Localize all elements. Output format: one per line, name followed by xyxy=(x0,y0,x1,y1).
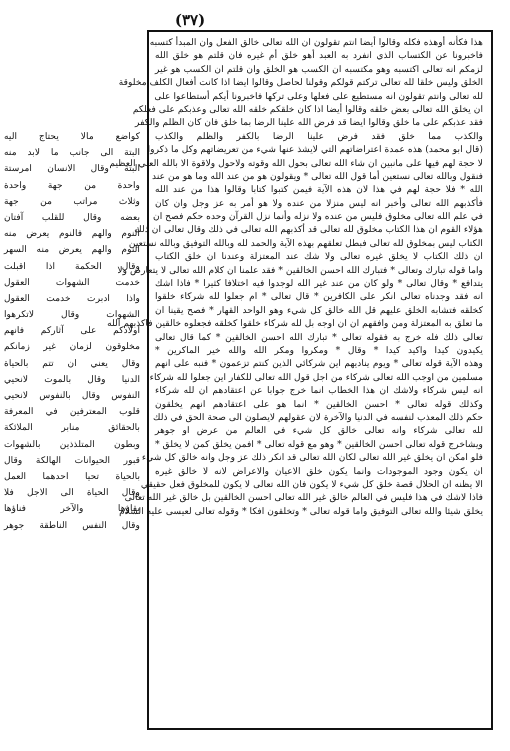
margin-text-line: كواضع مالا يحتاج اليه xyxy=(4,131,140,142)
main-text-line: فاخبرونا عن الكتساب الذي انفرد به العبد أهو خلق أم غيره فان قلتم هو خلق الله xyxy=(155,50,483,62)
main-text-line: الكتاب ليس بمخلوق لله تعالى فبطل تعلقهم بهذه الآية والحمد لله وبالله التوفيق وبالله نستعين xyxy=(128,237,483,249)
main-text-line: لا حجة لهم فيها على مانبين ان شاء الله تعالى بحول الله وقوته ولاحول ولاقوة الا بالله العلي العظيم xyxy=(109,157,483,169)
margin-text-line: وثلاث مراتب من جهة xyxy=(4,195,140,207)
margin-text-line: البتة الى جانب ما لابد منه xyxy=(4,147,140,159)
main-text-line: هؤلاء القوم ان هذا الكتاب مخلوق لله تعالى قد أكذبهم الله تعالى في ذلك وقال تعالى ان ذلك xyxy=(134,224,483,236)
margin-text-line: وقال النفس الناطقة جوهر xyxy=(4,519,140,531)
main-text-line: فقد عذبكم على ما خلق وقالوا ايضا قد فرض الله علينا الرضا بما خلق فان كان الظلم والكفر xyxy=(135,117,483,129)
main-text-line: حكم ذلك المعذب لنفسه في الدنيا والآخرة لان عقولهم لايصلون الى صحة الحق في ذلك xyxy=(152,411,483,423)
margin-text-line: النفوس وقال بالنفوس لانحيي xyxy=(4,390,140,401)
margin-text-line: بقاؤها والآخر فناؤها xyxy=(4,503,140,515)
margin-text-line: الدنيا وقال بالموت لانحيي xyxy=(4,373,140,385)
main-text-line: فأكذبهم الله تعالى وأخبر انه ليس منزلا من عنده ولا هو أمر به عز وجل وان كان xyxy=(155,197,483,209)
main-text-line: انه ليس شركاء ولاشك ان هذا الخطاب انما خرج جوابا عن اعتقادهم ان لله شركاء xyxy=(155,385,483,397)
margin-text-line: قبور الحيوانات الهالكة وقال xyxy=(4,454,140,466)
margin-text-line: واذا ادبرت خدمت العقول xyxy=(4,292,140,304)
main-text-line: في علم الله تعالى مخلوق فليس من عنده ولا نزله وأنما نزل القرآن وحده حكم فصح ان xyxy=(152,211,483,223)
margin-text-line: الشهوات وقال لاتكرهوا xyxy=(4,309,140,321)
main-text-line: ان يخلق الله تعالى بعض خلقه وقالوا أيضا اذا كان خلقكم خلقه الله تعالى وعذبكم على فعلكم xyxy=(132,103,483,115)
margin-text-line: مخلوقون لزمان غير زمانكم xyxy=(4,341,140,353)
main-text-line: يخلق شيئا والله تعالى التوفيق واما قوله تعالى * وتخلقون افكا * وقوله تعالى لعيسى عليه السلام xyxy=(119,505,483,517)
main-text-line: فاذا لاشك في هذا فليس في العالم خالق غير الله تعالى احسن الخالقين بل خالق غير الله تعالى xyxy=(124,492,483,504)
main-text-line: الا يظنه ان الحلال قصة خلق كل شيء لا يكون فان الله تعالى لا يكون للمخلوق فعل حقيقي xyxy=(140,478,483,490)
main-text-line: ان ذلك الكتاب لا يخلق غيره تعالى ولا شك عند المعتزلة وعندنا ان خلق الكتاب xyxy=(155,251,483,263)
margin-text-line: النوم والهم فالنوم يعرض منه xyxy=(4,228,140,240)
margin-text-body xyxy=(4,129,140,534)
main-text-line: ما تعلق به المعتزلة ومن وافقهم ان ان اوجه بل لله شركاء خلقوا كخلقه فجعلوه خالقين فاكذبهم الله xyxy=(107,318,483,330)
margin-text-line: قلوب المعترفين في المعرفة xyxy=(4,406,140,418)
main-text-line: كخلقه فتشابه الخلق عليهم قل الله خالق كل شيء وهو الواحد القهار * فصح يقينا ان xyxy=(155,304,483,316)
main-text-line: فنقول وبالله تعالى نستعين أما قول الله تعالى * ويقولون هو من عند الله وما هو من عند xyxy=(152,170,483,182)
margin-text-line: خدمت الشهوات العقول xyxy=(4,276,140,288)
main-text-line: فلو امكن ان يخلق غير الله تعالى لكان الله تعالى قد انكر ذلك عز وجل وانه خالق كل شيء xyxy=(141,452,483,464)
main-text-line: والكذب مما خلق فقد فرض علينا الرضا بالكفر والظلم والكذب xyxy=(155,130,483,142)
margin-text-line: بعضه وقال للقلب آفتان xyxy=(4,211,140,223)
main-text-line: الله * فلا حجة لهم في هذا لان هذه الآية فيمن كتبوا كتابا وقالوا هذا من عند الله xyxy=(155,184,483,196)
main-text-line: (قال ابو محمد) هذه عمدة اعتراضاتهم التي لايشذ عنها شيء من تعريضاتهم وكل ما ذكروا xyxy=(147,144,483,156)
margin-text-line: وبطون المتلذذين بالشهوات xyxy=(4,438,140,450)
main-text-line: تعالى ذلك فله خرج به فقوله تعالى * تبارك الله احسن الخالقين * كما قال تعالى xyxy=(155,331,483,343)
main-text-line: واما قوله تبارك وتعالى * فتبارك الله احسن الخالقين * فقد علمنا ان كلام الله تعالى لا يتعارض ولا xyxy=(117,264,483,276)
margin-text-line: وقال الحياة الى الاجل فلا xyxy=(4,487,140,499)
main-text-body xyxy=(107,36,483,518)
main-text-line: هذا فكأنه أوهذه فكله وقالوا أيضا انتم تقولون ان الله تعالى خالق الفعل وان المبدأ كتسبه xyxy=(149,37,483,48)
main-text-line: لله تعالى شركاء وانه تعالى خالق كل شيء في العالم من عرض او جوهر xyxy=(155,425,483,437)
main-text-line: لله تعالى وانتم تقولون انه مستطيع على فعلها وعلى تركها فاخبرونا أيكم أستطاعوا على xyxy=(154,90,483,102)
margin-text-line: وقال يعني ان تتم بالحياة xyxy=(4,357,140,369)
page-number: (٣٧) xyxy=(174,11,206,29)
main-text-line: وهذه الآية قوله تعالى * ويوم يناديهم اين شركائي الذين كنتم تزعمون * فنبه على انهم xyxy=(155,358,483,370)
main-text-line: ويشاخرج قوله تعالى احسن الخالقين * وهو مع قوله تعالى * افمن يخلق كمن لا يخلق * xyxy=(155,438,483,450)
margin-commentary xyxy=(4,129,140,534)
main-text-line: يتدافع * وقال تعالى * ولو كان من عند غير الله لوجدوا فيه اختلافا كثيرا * فاذا اشك xyxy=(155,278,483,290)
main-text-line: مسلمين من اوجب الله تعالى شركاء من اجل قول الله تعالى للكفار اين جعلوا لله شركاء xyxy=(149,371,483,383)
main-text-line: يكيدون كيدا واكيد كيدا * وقال * ومكروا ومكر الله والله خير الماكرين * xyxy=(155,344,483,356)
margin-text-line: بالحقائق منابر الملائكة xyxy=(4,422,140,434)
margin-text-line: وقال الحكمة اذا اقبلت xyxy=(4,260,140,272)
margin-text-line: واحدة من جهة واحدة xyxy=(4,179,140,191)
margin-text-line: بالحياة تحيا احدهما العمل xyxy=(4,470,140,482)
margin-text-line: اولادكم على آثاركم فانهم xyxy=(4,325,140,337)
main-text-line: وكذلك قوله تعالى * احسن الخالقين * انما هو على اعتقادهم انهم يخلقون xyxy=(155,398,483,410)
main-text-line: ان يكون وجود الموجودات وانما يكون خلق الاعيان والاعراض لانه لا خالق غيره xyxy=(155,465,483,477)
main-text-line: الخلق وليس خلقا لله تعالى تركتم قولكم وقولنا لحاصل وقالوا ايضا اذا كانت أفعال الكلف مخلوقة xyxy=(118,77,483,89)
margin-text-line: النوم والهم يعرض منه السهر xyxy=(4,244,140,256)
main-text-line: لزمكم انه تعالى اكتسبه وهو مكتسبه ان الكسب هو الخلق وان قلتم ان الكسب هو غير xyxy=(155,63,483,75)
main-text-frame xyxy=(107,30,493,730)
main-text-line: انه فقد وجدناه تعالى انكر على الكافرين * قال تعالى * ام جعلوا لله شركاء خلقوا xyxy=(155,291,483,303)
margin-text-line: البتة وقال الانسان امرستة xyxy=(4,163,140,175)
